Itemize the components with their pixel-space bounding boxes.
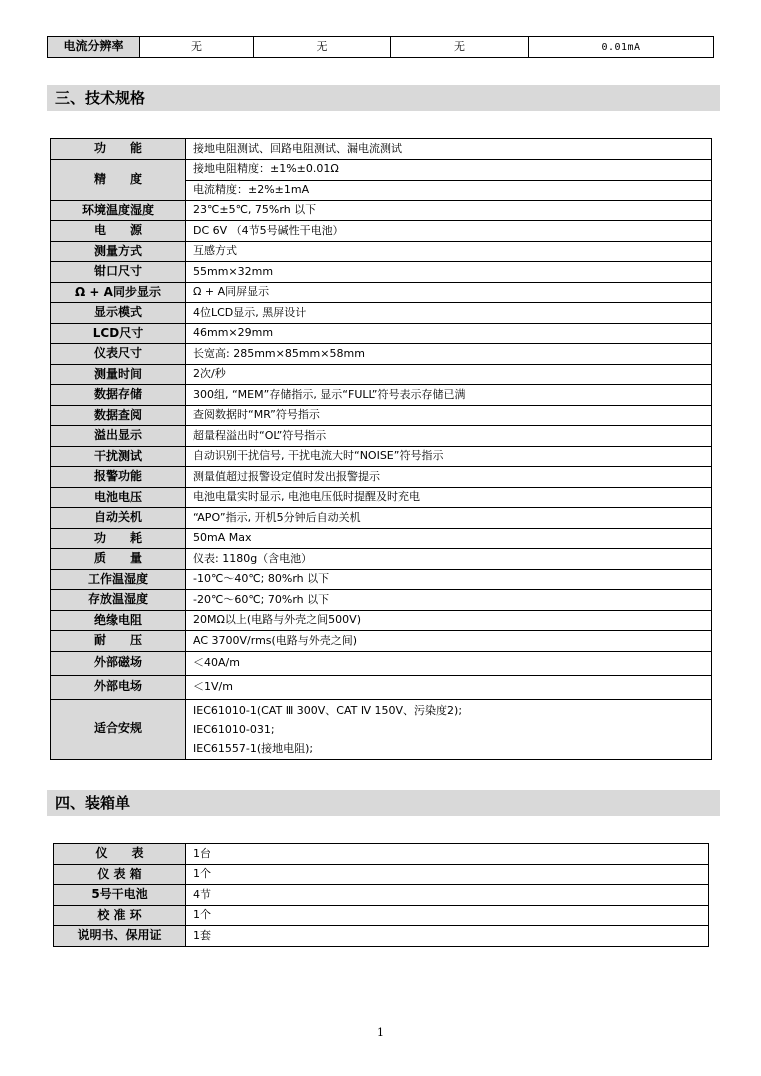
packing-row — [54, 885, 709, 906]
spec-value: ＜1V/m — [186, 675, 712, 699]
spec-label: 耐 压 — [51, 631, 186, 652]
spec-label: 仪表尺寸 — [51, 344, 186, 365]
spec-row — [51, 467, 712, 488]
spec-label: 适合安规 — [51, 699, 186, 759]
spec-value: 55mm×32mm — [186, 262, 712, 283]
standard-line: IEC61557-1(接地电阻); — [193, 741, 314, 755]
spec-label: 数据查阅 — [51, 405, 186, 426]
packing-label: 仪 表 箱 — [54, 864, 186, 885]
spec-row — [51, 262, 712, 283]
spec-label: 数据存储 — [51, 385, 186, 406]
packing-label: 校 准 环 — [54, 905, 186, 926]
spec-value: ＜40A/m — [186, 651, 712, 675]
spec-label: 存放温湿度 — [51, 590, 186, 611]
spec-row — [51, 426, 712, 447]
spec-value: 自动识别干扰信号, 干扰电流大时“NOISE”符号指示 — [186, 446, 712, 467]
spec-row — [51, 200, 712, 221]
spec-row — [51, 405, 712, 426]
spec-value — [186, 699, 712, 759]
spec-label: 显示模式 — [51, 303, 186, 324]
spec-row — [51, 303, 712, 324]
spec-label: 环境温度湿度 — [51, 200, 186, 221]
packing-row — [54, 864, 709, 885]
spec-label: 工作温湿度 — [51, 569, 186, 590]
packing-table — [53, 843, 709, 947]
spec-value: 超量程溢出时“OL”符号指示 — [186, 426, 712, 447]
spec-label: 外部电场 — [51, 675, 186, 699]
spec-row — [51, 323, 712, 344]
spec-row — [51, 528, 712, 549]
page-number: 1 — [377, 1026, 384, 1039]
spec-label: 电 源 — [51, 221, 186, 242]
spec-value: AC 3700V/rms(电路与外壳之间) — [186, 631, 712, 652]
spec-value: 长宽高: 285mm×85mm×58mm — [186, 344, 712, 365]
spec-value: -20℃～60℃; 70%rh 以下 — [186, 590, 712, 611]
spec-value: 2次/秒 — [186, 364, 712, 385]
spec-label: 测量时间 — [51, 364, 186, 385]
spec-label: 功 能 — [51, 139, 186, 160]
resolution-cell: 0.01mA — [529, 37, 714, 58]
spec-row — [51, 651, 712, 675]
spec-value: 50mA Max — [186, 528, 712, 549]
spec-label: Ω + A同步显示 — [51, 282, 186, 303]
spec-row — [51, 344, 712, 365]
standard-line: IEC61010-031; — [193, 722, 275, 736]
standard-line: IEC61010-1(CAT Ⅲ 300V、CAT Ⅳ 150V、污染度2); — [193, 703, 463, 717]
section-heading-packing: 四、装箱单 — [47, 790, 720, 816]
spec-row — [51, 139, 712, 160]
spec-label: 绝缘电阻 — [51, 610, 186, 631]
spec-row — [51, 610, 712, 631]
spec-value: 互感方式 — [186, 241, 712, 262]
spec-label: 功 耗 — [51, 528, 186, 549]
spec-value: 查阅数据时“MR”符号指示 — [186, 405, 712, 426]
spec-value: “APO”指示, 开机5分钟后自动关机 — [186, 508, 712, 529]
spec-value: 4位LCD显示, 黑屏设计 — [186, 303, 712, 324]
spec-label: 质 量 — [51, 549, 186, 570]
spec-value: 20MΩ以上(电路与外壳之间500V) — [186, 610, 712, 631]
spec-value: 46mm×29mm — [186, 323, 712, 344]
spec-value: DC 6V （4节5号碱性干电池） — [186, 221, 712, 242]
spec-label: 电池电压 — [51, 487, 186, 508]
spec-row — [51, 569, 712, 590]
spec-value: 电流精度：±2%±1mA — [186, 180, 712, 200]
spec-label: LCD尺寸 — [51, 323, 186, 344]
spec-label: 外部磁场 — [51, 651, 186, 675]
spec-label: 精 度 — [51, 159, 186, 200]
spec-value: 300组, “MEM”存储指示, 显示“FULL”符号表示存储已满 — [186, 385, 712, 406]
section-heading-specs: 三、技术规格 — [47, 85, 720, 111]
spec-row — [51, 241, 712, 262]
packing-value: 1台 — [186, 844, 709, 865]
spec-value: 仪表: 1180g（含电池） — [186, 549, 712, 570]
spec-row — [51, 675, 712, 699]
packing-row — [54, 926, 709, 947]
spec-row — [51, 282, 712, 303]
spec-row — [51, 221, 712, 242]
resolution-cell: 无 — [254, 37, 391, 58]
spec-value: Ω + A同屏显示 — [186, 282, 712, 303]
packing-row — [54, 844, 709, 865]
spec-row — [51, 549, 712, 570]
spec-row — [51, 508, 712, 529]
spec-row — [51, 364, 712, 385]
resolution-label: 电流分辨率 — [48, 37, 140, 58]
packing-label: 说明书、保用证 — [54, 926, 186, 947]
spec-row — [51, 487, 712, 508]
packing-value: 1个 — [186, 864, 709, 885]
packing-row — [54, 905, 709, 926]
spec-row — [51, 446, 712, 467]
spec-label: 报警功能 — [51, 467, 186, 488]
spec-row — [51, 699, 712, 759]
resolution-cell: 无 — [391, 37, 529, 58]
resolution-table — [47, 36, 714, 58]
spec-value: 23℃±5℃, 75%rh 以下 — [186, 200, 712, 221]
packing-value: 4节 — [186, 885, 709, 906]
spec-row — [51, 159, 712, 180]
spec-value: -10℃～40℃; 80%rh 以下 — [186, 569, 712, 590]
spec-value: 接地电阻精度：±1%±0.01Ω — [186, 159, 712, 180]
packing-label: 仪 表 — [54, 844, 186, 865]
spec-value: 接地电阻测试、回路电阻测试、漏电流测试 — [186, 139, 712, 160]
packing-label: 5号干电池 — [54, 885, 186, 906]
spec-label: 测量方式 — [51, 241, 186, 262]
spec-table — [50, 138, 712, 760]
spec-value: 测量值超过报警设定值时发出报警提示 — [186, 467, 712, 488]
spec-row — [51, 631, 712, 652]
packing-value: 1套 — [186, 926, 709, 947]
spec-value: 电池电量实时显示, 电池电压低时提醒及时充电 — [186, 487, 712, 508]
spec-label: 溢出显示 — [51, 426, 186, 447]
spec-row — [51, 385, 712, 406]
spec-row — [51, 590, 712, 611]
spec-label: 干扰测试 — [51, 446, 186, 467]
resolution-cell: 无 — [140, 37, 254, 58]
spec-label: 自动关机 — [51, 508, 186, 529]
packing-value: 1个 — [186, 905, 709, 926]
spec-label: 钳口尺寸 — [51, 262, 186, 283]
